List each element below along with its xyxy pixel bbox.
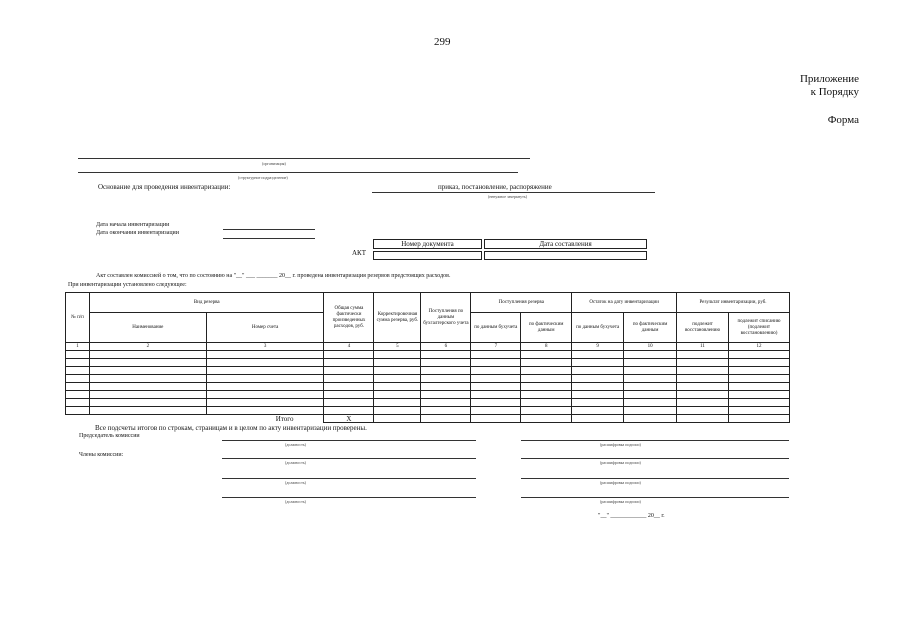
colnum: 2 [89, 343, 206, 351]
header-kind: Вид резерва [89, 293, 324, 313]
chairman-position-line [222, 440, 476, 441]
act-doc-number-header: Номер документа [373, 239, 482, 249]
colnum: 9 [572, 343, 624, 351]
header-calc: Поступления по данным бухгалтерского учета [421, 293, 471, 343]
org-sub-caption: (структурное подразделение) [238, 175, 288, 180]
total-row [66, 415, 790, 423]
table-row [66, 407, 790, 415]
end-date-line [223, 238, 315, 239]
total-mark: X [324, 415, 374, 423]
header-balance: Остаток на дату инвентаризации [572, 293, 677, 313]
act-doc-number-cell [373, 251, 482, 260]
total-label: Итого [275, 414, 294, 423]
appendix-title [800, 73, 859, 99]
table-row [66, 391, 790, 399]
basis-label: Основание для проведения инвентаризации: [98, 183, 231, 191]
act-date-header: Дата составления [484, 239, 647, 249]
member3-signature-line [521, 497, 789, 498]
member2-position-line [222, 478, 476, 479]
colnum: 12 [728, 343, 789, 351]
appendix-line2: к Порядку [810, 86, 859, 98]
inventory-table [65, 292, 790, 423]
header-result-b: подлежит списанию (подлежит восстановлению) [728, 313, 789, 343]
page-number: 299 [434, 36, 451, 48]
header-result-a: подлежит восстановлению [677, 313, 729, 343]
table-row [66, 351, 790, 359]
act-date-cell [484, 251, 647, 260]
footer-text: Все подсчеты итогов по строкам, страницам и в целом по акту инвентаризации проверены. [95, 424, 367, 432]
member2-position-caption: (должность) [285, 480, 306, 485]
intro-line2: При инвентаризации установлено следующее: [68, 282, 187, 288]
basis-caption: (ненужное зачеркнуть) [488, 194, 528, 199]
colnum: 8 [521, 343, 572, 351]
act-table [371, 237, 649, 262]
table-row [66, 367, 790, 375]
header-adjusted: Корректировочная сумма резерва, руб. [374, 293, 421, 343]
table-row [66, 359, 790, 367]
basis-line [372, 192, 655, 193]
member1-position-caption: (должность) [285, 460, 306, 465]
date-line: "__" ____________ 20__ г. [598, 513, 665, 519]
org-line [78, 158, 530, 159]
member3-signature-caption: (расшифровка подписи) [600, 499, 641, 504]
table-row [66, 399, 790, 407]
table-row [66, 383, 790, 391]
member1-signature-line [521, 458, 789, 459]
member1-signature-caption: (расшифровка подписи) [600, 460, 641, 465]
start-date-line [223, 229, 315, 230]
member2-signature-caption: (расшифровка подписи) [600, 480, 641, 485]
act-label: АКТ [352, 249, 366, 257]
colnum: 6 [421, 343, 471, 351]
header-name: Наименование [89, 313, 206, 343]
chairman-label: Председатель комиссии [79, 433, 140, 439]
header-total: Общая сумма фактически произведенных расходов, руб. [324, 293, 374, 343]
chairman-position-caption: (должность) [285, 442, 306, 447]
start-date-label: Дата начала инвентаризации [96, 222, 170, 228]
header-account: Номер счета [206, 313, 324, 343]
header-result: Результат инвентаризации, руб. [677, 293, 790, 313]
intro-line1: Акт составлен комиссией о том, что по состоянию на "__" ___ _______ 20__ г. проведена инвентаризация резервов предстоящих расходов. [96, 273, 451, 279]
colnum: 4 [324, 343, 374, 351]
members-label: Члены комиссии: [79, 452, 124, 458]
header-reserve: Поступления резерва [471, 293, 572, 313]
colnum: 3 [206, 343, 324, 351]
chairman-signature-line [521, 440, 789, 441]
basis-value: приказ, постановление, распоряжение [438, 183, 552, 191]
header-balance-a: по данным бухучета [572, 313, 624, 343]
header-reserve-a: по данным бухучета [471, 313, 521, 343]
member3-position-caption: (должность) [285, 499, 306, 504]
member3-position-line [222, 497, 476, 498]
org-sub-line [78, 172, 518, 173]
colnum: 1 [66, 343, 90, 351]
colnum: 10 [624, 343, 677, 351]
form-label: Форма [827, 114, 859, 126]
header-balance-b: по фактическим данным [624, 313, 677, 343]
member2-signature-line [521, 478, 789, 479]
chairman-signature-caption: (расшифровка подписи) [600, 442, 641, 447]
header-reserve-b: по фактическим данным [521, 313, 572, 343]
colnum: 11 [677, 343, 729, 351]
member1-position-line [222, 458, 476, 459]
table-row [66, 375, 790, 383]
appendix-line1: Приложение [799, 73, 859, 85]
org-caption: (организация) [262, 161, 286, 166]
colnum: 5 [374, 343, 421, 351]
header-num: № п/п [66, 293, 90, 343]
end-date-label: Дата окончания инвентаризации [96, 230, 179, 236]
colnum: 7 [471, 343, 521, 351]
